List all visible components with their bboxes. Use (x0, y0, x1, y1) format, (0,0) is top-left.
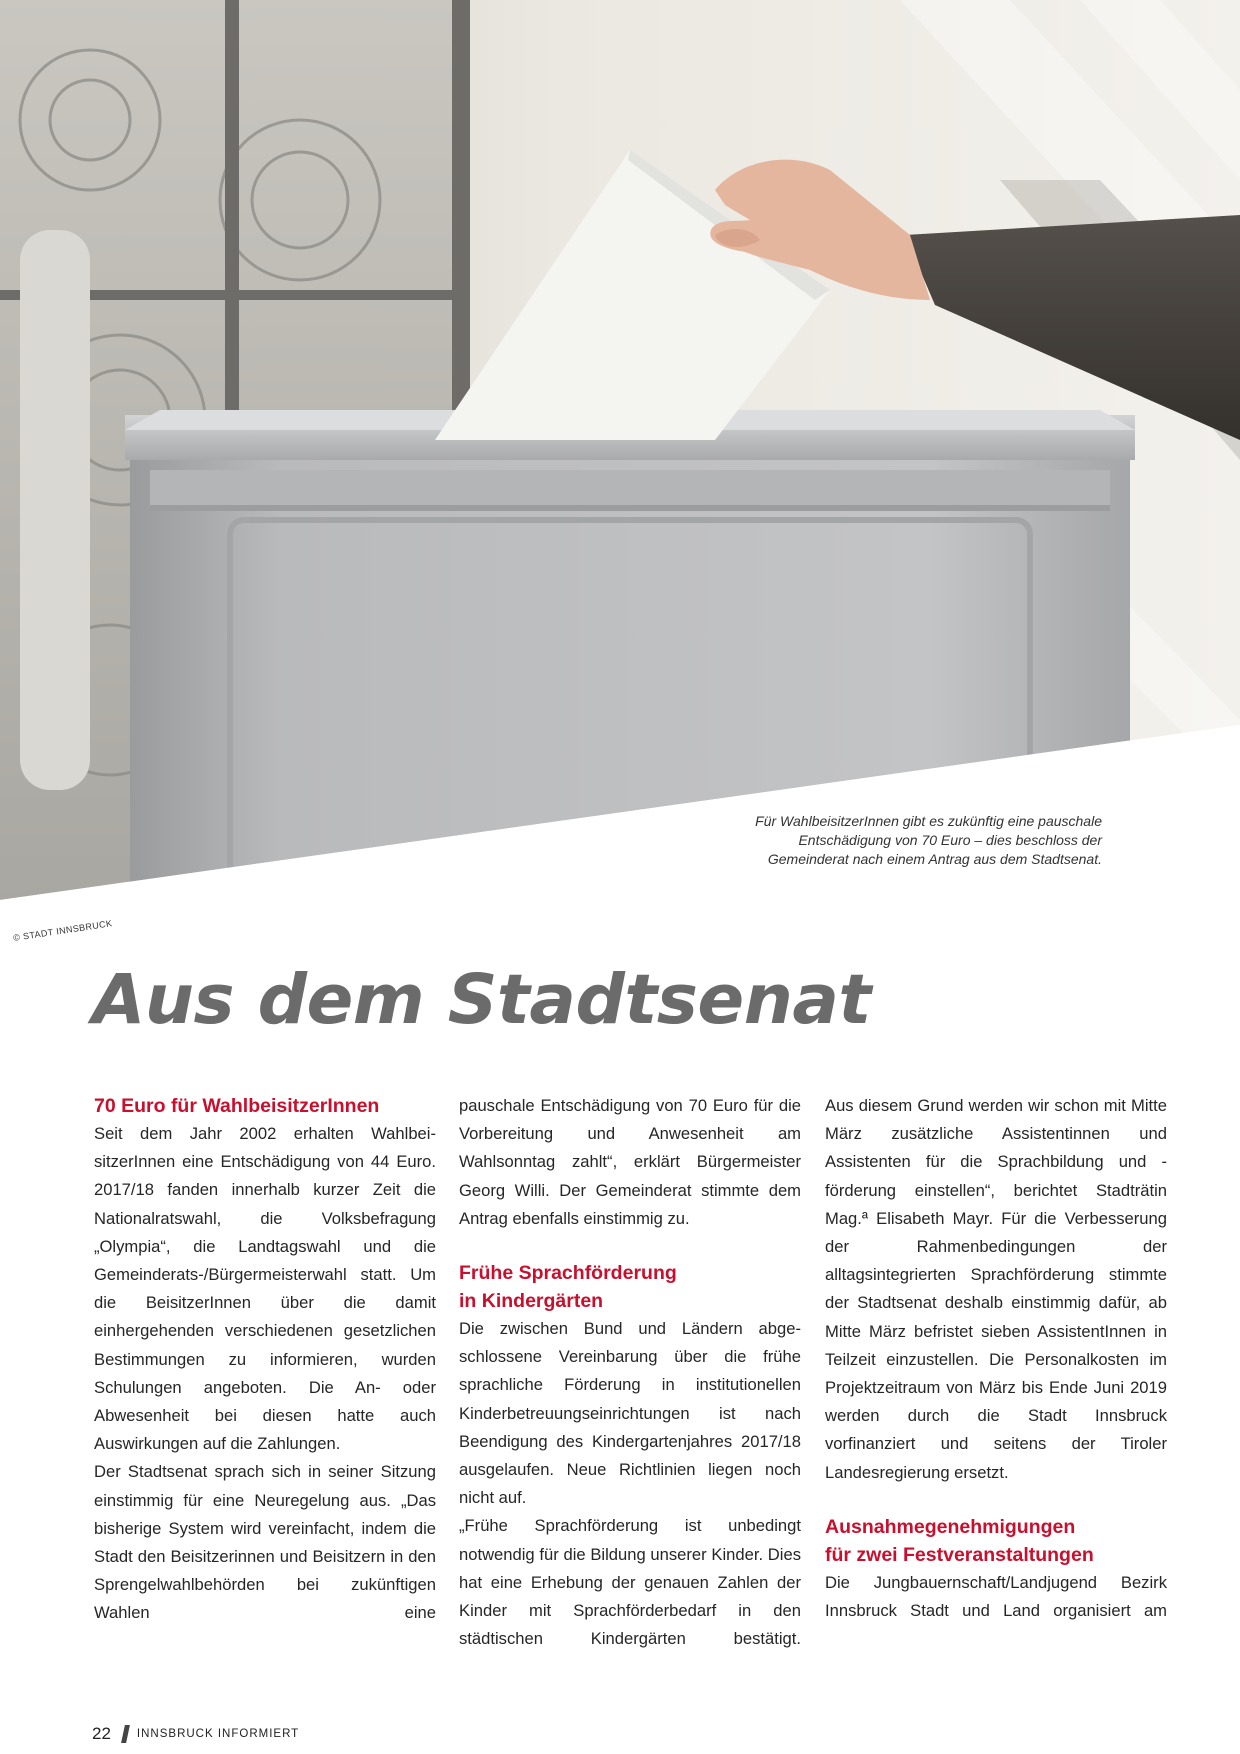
article-paragraph: Aus diesem Grund werden wir schon mit Mitte März zusätzliche Assistentinnen und Assistenten für die Sprachbildung und -förderung einstellen“, berichtet Stadträtin Mag.ª Elisabeth Mayr. Für die Verbesserung der Rahmenbedingungen der alltagsintegrierten Sprachförderung stimmte der Stadtsenat deshalb einstimmig dafür, ab Mitte März befristet sieben AssistentInnen in Teilzeit einzustellen. Die Personalkosten im Projektzeitraum von März bis Ende Juni 2019 werden durch die Stadt Innsbruck vorfinanziert und seitens der Tiroler Landesregierung ersetzt. (825, 1096, 1167, 1482)
title-line: Ausnahmegenehmigungen (825, 1515, 1076, 1538)
publication-name: INNSBRUCK INFORMIERT (136, 1728, 300, 1740)
article-title-ausnahmegenehmigungen (825, 1513, 1167, 1569)
page-footer (92, 1724, 299, 1744)
page-number: 22 (92, 1724, 111, 1743)
article-paragraph: Seit dem Jahr 2002 erhalten WahlbeisitzerInnen eine Entschädigung von 44 Euro. 2017/18 fanden innerhalb kurzer Zeit die Nationalratswahl, die Volksbefragung „Olympia“, die Landtagswahl und die Gemeinderats-/Bürgermeisterwahl statt. Um die BeisitzerInnen über die damit einhergehenden verschiedenen gesetzlichen Bestimmungen zu informieren, wurden Schulungen angeboten. Die An- oder Abwesenheit bei diesen hatte auch Auswirkungen auf die Zahlungen. (94, 1124, 436, 1454)
article-title-wahlbeisitzer: 70 Euro für WahlbeisitzerInnen (94, 1095, 380, 1117)
slash-divider-icon (121, 1725, 130, 1743)
article-paragraph: Die Jungbauernschaft/Landjugend Bezirk Innsbruck Stadt und Land organisiert am (825, 1572, 1167, 1621)
photo-caption: Für WahlbeisitzerInnen gibt es zukünftig eine pauschale Entschädigung von 70 Euro – dies beschloss der Gemeinderat nach einem Antrag aus dem Stadtsenat. (755, 813, 1102, 867)
column-1 (94, 1092, 436, 1628)
title-line: für zwei Festveranstaltungen (825, 1543, 1094, 1566)
article-paragraph: „Frühe Sprachförderung ist unbedingt notwendig für die Bildung unserer Kinder. Dies hat eine Erhebung der genauen Zahlen der Kinder mit Sprachförderbedarf in den städtischen Kindergärten bestätigt. (459, 1516, 801, 1649)
column-3 (825, 1092, 1167, 1625)
photo-credit: © STADT INNSBRUCK (12, 918, 113, 943)
article-title-sprachfoerderung (459, 1259, 801, 1315)
article-paragraph: pauschale Entschädigung von 70 Euro für die Vorbereitung und Anwesenheit am Wahlsonntag zahlt“, erklärt Bürgermeister Georg Willi. Der Gemeinderat stimmte dem Antrag ebenfalls einstimmig zu. (459, 1096, 801, 1228)
article-paragraph: Die zwischen Bund und Ländern abgeschlossene Vereinbarung über die frühe sprachliche Förderung in institutionellen Kinderbetreuungseinrichtungen ist nach Beendigung des Kindergartenjahres 2017/18 ausgelaufen. Neue Richtlinien liegen noch nicht auf. (459, 1319, 801, 1508)
title-line: Frühe Sprachförderung (459, 1262, 677, 1285)
article-paragraph: Der Stadtsenat sprach sich in seiner Sitzung einstimmig für eine Neuregelung aus. „Das bisherige System wird vereinfacht, indem die Stadt den Beisitzerinnen und Beisitzern in den Sprengelwahlbehörden bei zukünftigen Wahlen eine (94, 1462, 436, 1623)
title-line: in Kindergärten (459, 1290, 604, 1313)
page-title: Aus dem Stadtsenat (92, 960, 871, 1040)
column-2 (459, 1092, 801, 1653)
